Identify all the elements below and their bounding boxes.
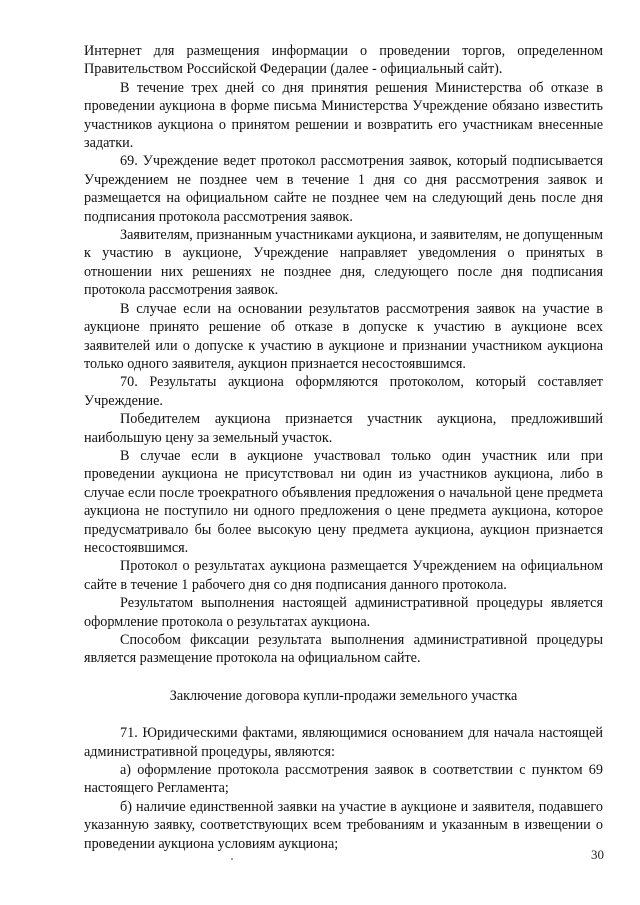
paragraph: В течение трех дней со дня принятия решения Министерства об отказе в проведении аукциона в форме письма Министерства Учреждение обязано известить участников аукциона о принятом решении и возвратить его участникам внесенные задатки. — [84, 79, 603, 152]
page-number: 30 — [591, 847, 604, 862]
paragraph: Победителем аукциона признается участник аукциона, предложивший наибольшую цену за земельный участок. — [84, 411, 603, 446]
scan-speck — [231, 858, 233, 860]
paragraph-item-69: 69. Учреждение ведет протокол рассмотрения заявок, который подписывается Учреждением не позднее чем в течение 1 дня со дня рассмотрения заявок и размещается на официальном сайте не позднее чем на следующий день после дня подписания протокола рассмотрения заявок. — [84, 153, 603, 225]
paragraph: Результатом выполнения настоящей административной процедуры является оформление протокола о результатах аукциона. — [84, 595, 603, 630]
section-heading: Заключение договора купли-продажи земельного участка — [169, 687, 518, 704]
document-text — [84, 42, 603, 853]
paragraph-item-71: 71. Юридическими фактами, являющимися основанием для начала настоящей административной процедуры, являются: — [84, 725, 603, 760]
paragraph: Протокол о результатах аукциона размещается Учреждением на официальном сайте в течение 1 рабочего дня со дня подписания данного протокола. — [84, 558, 603, 593]
paragraph: В случае если в аукционе участвовал только один участник или при проведении аукциона не присутствовал ни один из участников аукциона, либо в случае если после троекратного объявления предложения о начальной цене предмета аукциона не поступило ни одного предложения о цене предмета аукциона, которое предусматривало бы более высокую цену предмета аукциона, аукцион признается несостоявшимся. — [84, 447, 603, 556]
list-item-b: б) наличие единственной заявки на участие в аукционе и заявителя, подавшего указанную заявку, соответствующих всем требованиям и указанным в извещении о проведении аукциона условиям аукциона; — [84, 798, 603, 852]
paragraph: В случае если на основании результатов рассмотрения заявок на участие в аукционе принято решение об отказе в допуске к участию в аукционе всех заявителей или о допуске к участию в аукционе и признании участником аукциона только одного заявителя, аукцион признается несостоявшимся. — [84, 300, 603, 372]
paragraph-item-70: 70. Результаты аукциона оформляются протоколом, который составляет Учреждение. — [84, 374, 603, 409]
paragraph: Способом фиксации результата выполнения административной процедуры является размещение протокола на официальном сайте. — [84, 632, 603, 667]
paragraph: Заявителям, признанным участниками аукциона, и заявителям, не допущенным к участию в аукционе, Учреждение направляет уведомления о принятых в отношении них решениях не позднее дня, следующего после дня подписания протокола рассмотрения заявок. — [84, 227, 603, 299]
paragraph-continuation: Интернет для размещения информации о проведении торгов, определенном Правительством Российской Федерации (далее - официальный сайт). — [84, 43, 603, 78]
list-item-a: а) оформление протокола рассмотрения заявок в соответствии с пунктом 69 настоящего Регламента; — [84, 762, 603, 797]
